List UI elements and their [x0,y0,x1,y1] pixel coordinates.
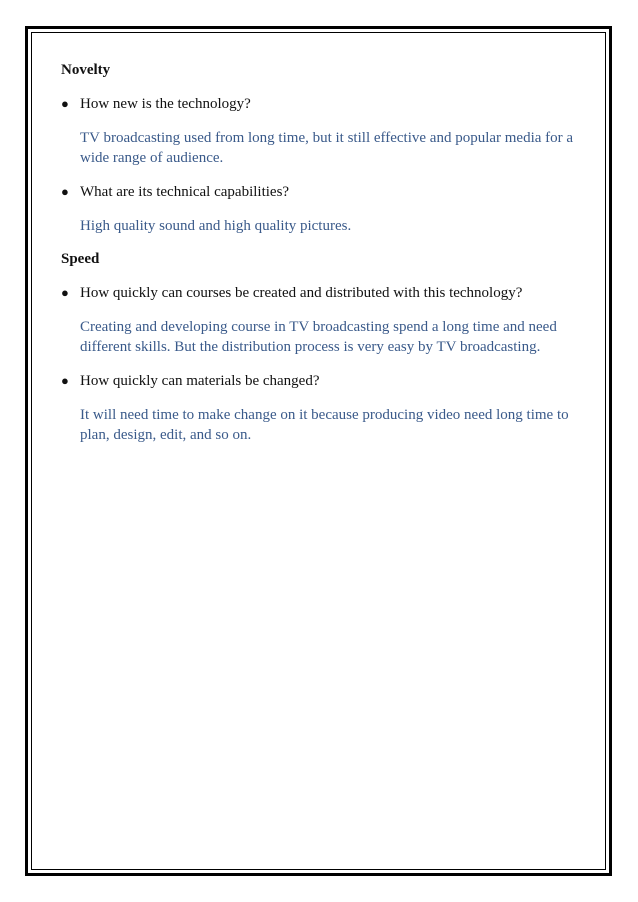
question-item [61,182,581,202]
answer-line: High quality sound and high quality pictures. [80,218,352,234]
question-item [61,283,581,303]
answer-line: different skills. But the distribution process is very easy by TV broadcasting. [80,339,541,355]
section-heading-speed: Speed [61,251,100,267]
answer-line: wide range of audience. [80,150,224,166]
document-body [61,60,581,445]
answer-block [61,405,581,445]
answer-line: TV broadcasting used from long time, but it still effective and popular media for a [80,130,574,146]
question-text: How quickly can materials be changed? [80,373,320,389]
answer-block [61,128,581,168]
section-heading-novelty: Novelty [61,62,111,78]
question-text: What are its technical capabilities? [80,184,290,200]
answer-block [61,317,581,357]
question-item [61,371,581,391]
answer-block [61,216,581,236]
answer-line: It will need time to make change on it because producing video need long time to [80,407,569,423]
question-text: How quickly can courses be created and distributed with this technology? [80,285,523,301]
answer-line: plan, design, edit, and so on. [80,427,252,443]
bullet-icon: ● [61,184,69,199]
answer-line: Creating and developing course in TV broadcasting spend a long time and need [80,319,557,335]
question-item [61,94,581,114]
bullet-icon: ● [61,96,69,111]
bullet-icon: ● [61,285,69,300]
bullet-icon: ● [61,373,69,388]
question-text: How new is the technology? [80,96,251,112]
